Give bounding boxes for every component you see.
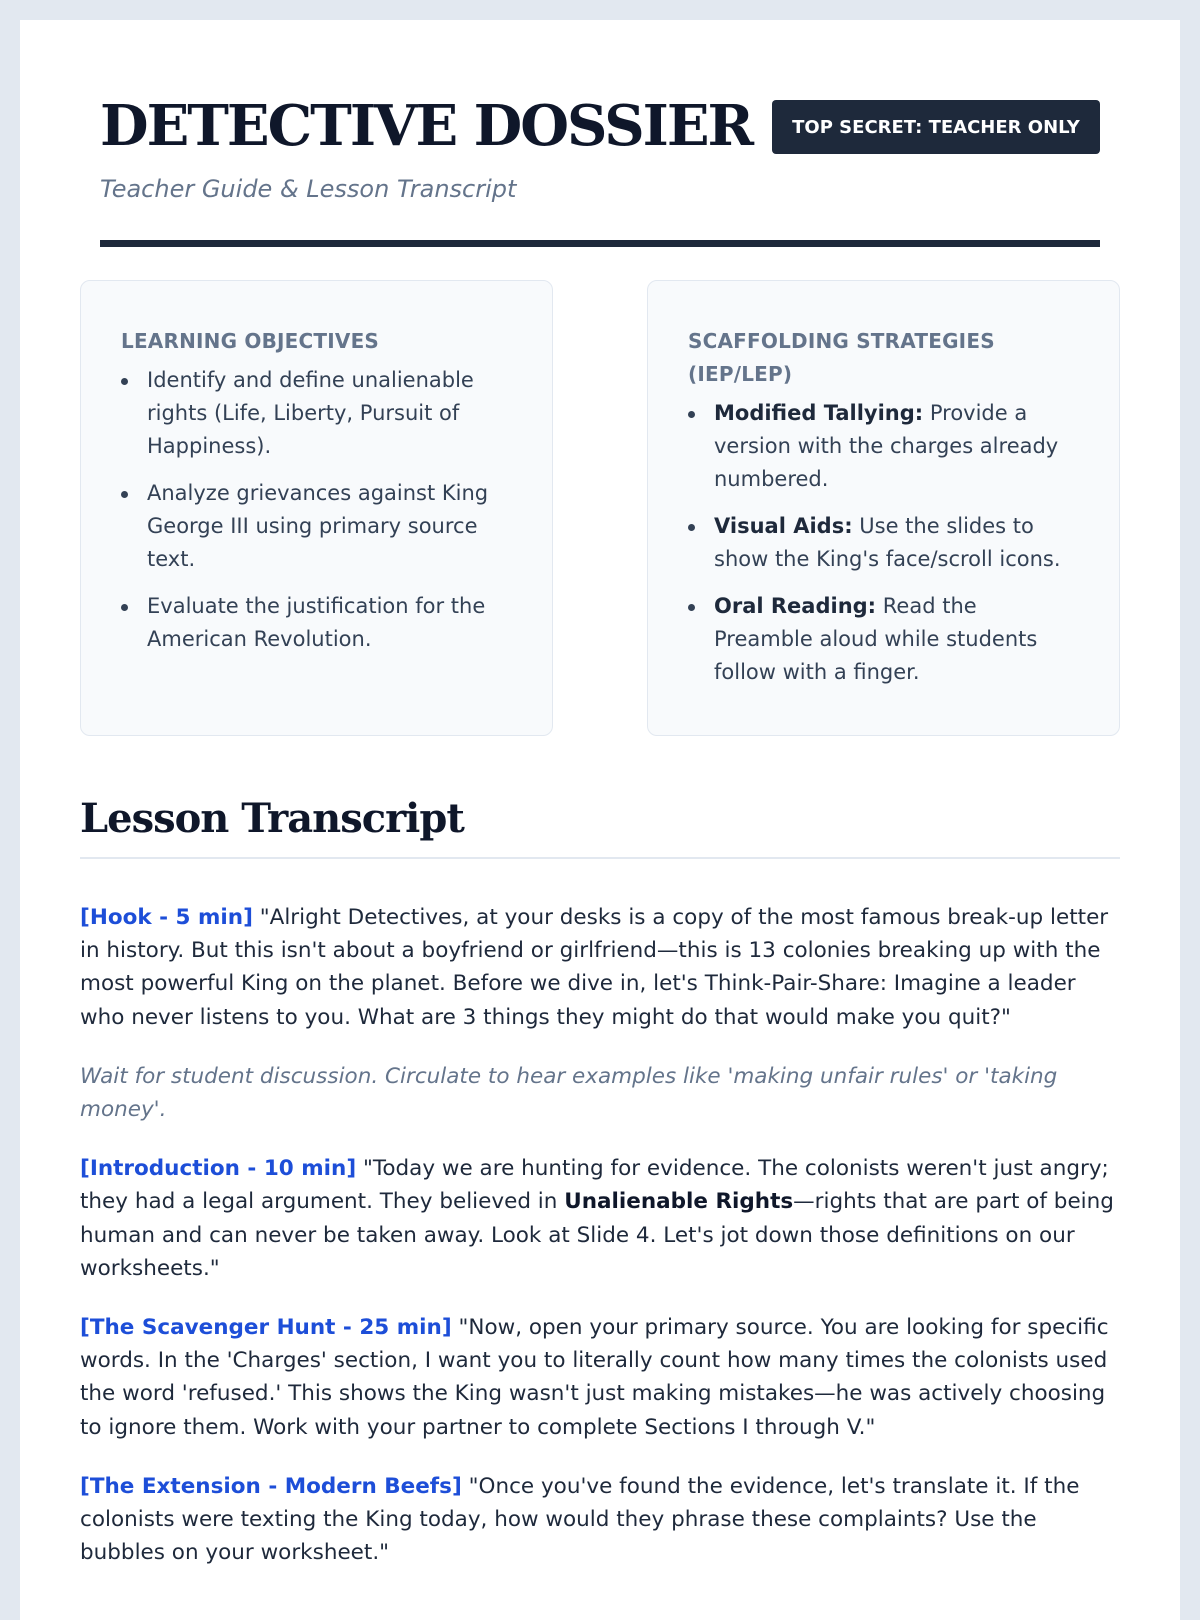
intro-paragraph xyxy=(80,1152,1120,1285)
objectives-card xyxy=(80,280,553,736)
header-divider xyxy=(100,240,1100,247)
strategy-label: Visual Aids: xyxy=(714,514,853,538)
extension-paragraph xyxy=(80,1470,1120,1570)
list-item: Evaluate the justification for the American Revolution. xyxy=(121,590,512,656)
teacher-note: Wait for student discussion. Circulate to hear examples like 'making unfair rules' or 'taking money'. xyxy=(80,1063,1058,1123)
segment-tag: [The Scavenger Hunt - 25 min] xyxy=(80,1315,452,1341)
segment-text: "Alright Detectives, at your desks is a copy of the most famous break-up letter in history. But this isn't about a boyfriend or girlfriend—this is 13 colonies breaking up with the most powerful King on the planet. Before we dive in, let's Think-Pair-Share: Imagine a leader who never listens to you. What are 3 things they might do that would make you quit?" xyxy=(80,905,1109,1030)
list-item xyxy=(688,590,1079,689)
transcript-divider xyxy=(80,857,1120,859)
info-cards xyxy=(80,280,1120,736)
segment-text: —rights that are part of being human and can never be taken away. Look at Slide 4. Let's jot down those definitions on our worksheets." xyxy=(80,1189,1114,1281)
segment-tag: [Introduction - 10 min] xyxy=(80,1156,357,1182)
list-item xyxy=(688,397,1079,496)
objectives-list xyxy=(121,364,512,656)
strategy-label: Modified Tallying: xyxy=(714,401,924,425)
strategy-label: Oral Reading: xyxy=(714,594,877,618)
secret-badge: TOP SECRET: TEACHER ONLY xyxy=(772,100,1100,154)
hunt-paragraph xyxy=(80,1311,1120,1444)
transcript-heading: Lesson Transcript xyxy=(80,795,464,842)
strategy-text: Use the slides to show the King's face/scroll icons. xyxy=(714,514,1061,571)
strategy-text: Read the Preamble aloud while students follow with a finger. xyxy=(714,594,1038,684)
segment-tag: [The Extension - Modern Beefs] xyxy=(80,1473,462,1499)
list-item: Identify and define unalienable rights (Life, Liberty, Pursuit of Happiness). xyxy=(121,364,512,463)
strategy-text: Provide a version with the charges already numbered. xyxy=(714,401,1059,491)
page-title: DETECTIVE DOSSIER xyxy=(100,93,753,159)
transcript-body xyxy=(80,901,1120,1595)
scaffolding-heading: SCAFFOLDING STRATEGIES (IEP/LEP) xyxy=(688,329,995,386)
header xyxy=(100,20,1100,247)
list-item xyxy=(688,510,1079,576)
scaffolding-card xyxy=(647,280,1120,736)
key-term: Unalienable Rights xyxy=(564,1189,794,1215)
segment-tag: [Hook - 5 min] xyxy=(80,905,253,930)
list-item: Analyze grievances against King George III using primary source text. xyxy=(121,477,512,576)
page-subtitle: Teacher Guide & Lesson Transcript xyxy=(100,175,517,203)
objectives-heading: LEARNING OBJECTIVES xyxy=(121,329,380,353)
scaffolding-list xyxy=(688,397,1079,689)
segment-text: "Today we are hunting for evidence. The colonists weren't just angry; they had a legal argument. They believed in xyxy=(80,1156,1109,1215)
hook-paragraph xyxy=(80,901,1120,1034)
segment-text: "Now, open your primary source. You are looking for specific words. In the 'Charges' section, I want you to literally count how many times the colonists used the word 'refused.' This shows the King wasn't just making mistakes—he was actively choosing to ignore them. Work with your partner to complete Sections I through V." xyxy=(80,1315,1109,1440)
segment-text: "Once you've found the evidence, let's translate it. If the colonists were texting the King today, how would they phrase these complaints? Use the bubbles on your worksheet." xyxy=(80,1473,1080,1566)
